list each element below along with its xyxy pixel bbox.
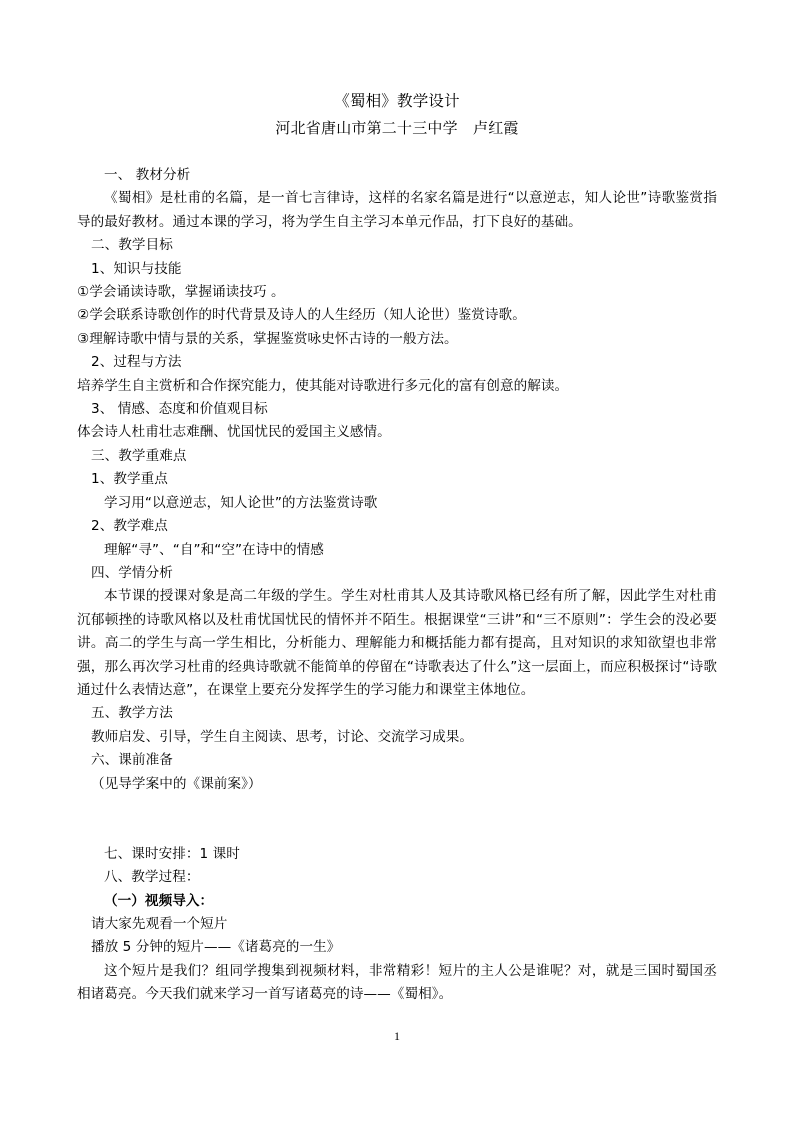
page-number: 1	[394, 1029, 400, 1043]
section-2-item-2: ②学会联系诗歌创作的时代背景及诗人的人生经历（知人论世）鉴赏诗歌。	[77, 307, 526, 324]
section-6-text: （见导学案中的《课前案》）	[91, 775, 262, 792]
document-title: 《蜀相》教学设计	[334, 92, 460, 110]
section-3-sub-2: 2、教学难点	[91, 518, 168, 535]
section-5-text: 教师启发、引导，学生自主阅读、思考，讨论、交流学习成果。	[91, 728, 474, 745]
section-heading-7: 七、课时安排：1 课时	[104, 845, 240, 862]
section-3-sub-1-text: 学习用“以意逆志，知人论世”的方法鉴赏诗歌	[104, 494, 378, 511]
document-content	[77, 88, 717, 1007]
section-2-sub-3: 3、 情感、态度和价值观目标	[91, 401, 268, 418]
section-1-paragraph: 《蜀相》是杜甫的名篇，是一首七言律诗，这样的名家名篇是进行“以意逆志，知人论世”诗歌鉴赏指导的最好教材。通过本课的学习，将为学生自主学习本单元作品，打下良好的基础。	[77, 190, 717, 230]
title-block	[77, 88, 717, 142]
section-2-item-3: ③理解诗歌中情与景的关系，掌握鉴赏咏史怀古诗的一般方法。	[77, 330, 458, 347]
title-spacer	[77, 142, 717, 164]
section-3-sub-1: 1、教学重点	[91, 471, 168, 488]
section-heading-1: 一、 教材分析	[104, 167, 191, 183]
section-heading-5: 五、教学方法	[91, 705, 173, 722]
section-heading-4: 四、学情分析	[91, 564, 173, 581]
section-gap-2	[77, 819, 717, 842]
section-2-sub-2-text: 培养学生自主赏析和合作探究能力，使其能对诗歌进行多元化的富有创意的解读。	[77, 377, 569, 394]
section-heading-3: 三、教学重难点	[91, 447, 187, 464]
section-3-sub-2-text: 理解“寻”、“自”和“空”在诗中的情感	[104, 541, 324, 558]
section-heading-2: 二、教学目标	[91, 237, 173, 254]
document-author: 河北省唐山市第二十三中学 卢红霞	[275, 119, 519, 137]
section-2-sub-1: 1、知识与技能	[91, 260, 182, 277]
section-heading-6: 六、课前准备	[91, 752, 173, 769]
section-2-sub-3-text: 体会诗人杜甫壮志难酬、忧国忧民的爱国主义感情。	[77, 424, 391, 441]
section-gap	[77, 796, 717, 819]
section-2-item-1: ①学会诵读诗歌，掌握诵读技巧 。	[77, 284, 285, 301]
section-8-line-1: 请大家先观看一个短片	[91, 915, 228, 932]
section-4-paragraph: 本节课的授课对象是高二年级的学生。学生对杜甫其人及其诗歌风格已经有所了解，因此学生对杜甫沉郁顿挫的诗歌风格以及杜甫忧国忧民的情怀并不陌生。根据课堂“三讲”和“三不原则”：学生会的没必要讲。高二的学生与高一学生相比，分析能力、理解能力和概括能力都有提高，且对知识的求知欲望也非常强，那么再次学习杜甫的经典诗歌就不能简单的停留在“诗歌表达了什么”这一层面上，而应积极探讨“诗歌通过什么表情达意”，在课堂上要充分发挥学生的学习能力和课堂主体地位。	[77, 588, 717, 698]
section-2-sub-2: 2、过程与方法	[91, 354, 182, 371]
section-8-line-2: 播放 5 分钟的短片——《诸葛亮的一生》	[91, 939, 341, 956]
section-heading-8: 八、教学过程：	[104, 869, 200, 886]
section-8-sub-1: （一）视频导入：	[104, 892, 214, 909]
section-8-paragraph: 这个短片是我们？组同学搜集到视频材料，非常精彩！短片的主人公是谁呢？对，就是三国时蜀国丞相诸葛亮。今天我们就来学习一首写诸葛亮的诗——《蜀相》。	[77, 962, 717, 1003]
